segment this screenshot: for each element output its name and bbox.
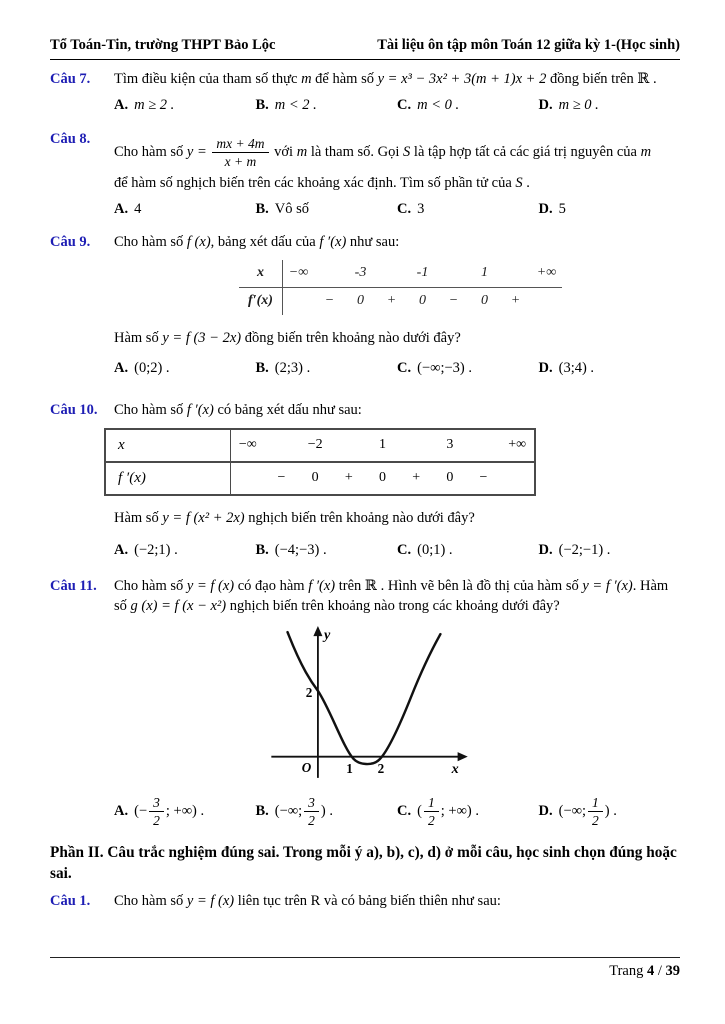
option-value: (−∞; bbox=[274, 803, 303, 820]
option-7d bbox=[539, 96, 681, 116]
fraction-denominator: x + m bbox=[224, 154, 257, 170]
part2-question-1-text: Cho hàm số bbox=[114, 893, 187, 910]
question-8-label: Câu 8. bbox=[50, 130, 91, 147]
var-s: S bbox=[403, 143, 411, 160]
fx-symbol: y = f (x) bbox=[186, 893, 235, 910]
option-value: 5 bbox=[558, 201, 566, 218]
option-9d bbox=[539, 359, 681, 379]
fraction-denominator: 2 bbox=[427, 813, 435, 829]
question-9-text2: , bảng xét dấu của bbox=[210, 233, 320, 250]
option-letter: A. bbox=[114, 359, 129, 376]
part2-question-1-label: Câu 1. bbox=[50, 893, 91, 910]
option-letter: B. bbox=[255, 541, 269, 558]
fraction-denominator: 2 bbox=[153, 813, 160, 829]
option-9b bbox=[256, 359, 398, 379]
spacer bbox=[50, 791, 114, 829]
option-letter: A. bbox=[114, 541, 129, 558]
option-8d bbox=[539, 200, 681, 220]
question-8-text2: với bbox=[274, 143, 297, 160]
footer-label: Trang bbox=[609, 963, 647, 979]
var-m: m bbox=[640, 143, 652, 160]
fprime-graph-svg bbox=[258, 622, 473, 784]
option-value: ( bbox=[417, 803, 422, 820]
sign-table-cell: 1 bbox=[469, 260, 500, 288]
var-s: S bbox=[515, 174, 523, 191]
option-value: m < 2 . bbox=[274, 97, 317, 114]
question-10-text4: nghịch biến trên khoảng nào dưới đây? bbox=[244, 510, 475, 527]
option-letter: C. bbox=[397, 97, 412, 114]
question-9-text4: Hàm số bbox=[114, 330, 163, 347]
question-7-text: Tìm điều kiện của tham số thực bbox=[114, 70, 302, 87]
sign-table-cell: − bbox=[324, 293, 335, 309]
question-10-subquestion bbox=[114, 509, 680, 529]
option-value: ) . bbox=[604, 803, 617, 820]
fraction-numerator: 3 bbox=[304, 795, 319, 813]
y-axis-label: y bbox=[323, 627, 330, 644]
option-8b bbox=[256, 200, 398, 220]
question-10-text2: có bảng xét dấu như sau: bbox=[213, 401, 362, 418]
page-header bbox=[50, 36, 680, 60]
question-7-label: Câu 7. bbox=[50, 70, 91, 87]
question-10-label: Câu 10. bbox=[50, 401, 98, 418]
question-11-text5: nghịch biến trên khoảng nào trong các khoảng dưới đây? bbox=[226, 597, 560, 614]
option-value: (−2;1) . bbox=[134, 541, 178, 558]
question-11-label: Câu 11. bbox=[50, 578, 97, 595]
option-8a bbox=[114, 200, 256, 220]
option-value: (3;4) . bbox=[558, 359, 595, 376]
option-7b bbox=[256, 96, 398, 116]
sign-table-cell bbox=[500, 260, 531, 288]
sign-table-cell: + bbox=[510, 293, 521, 309]
option-value: ; +∞) . bbox=[440, 803, 479, 820]
option-letter: B. bbox=[255, 359, 269, 376]
sign-table-cell bbox=[314, 260, 345, 288]
option-11b bbox=[256, 795, 398, 829]
x-tick-2: 2 bbox=[377, 761, 384, 777]
option-11c bbox=[397, 795, 539, 829]
question-9-subquestion bbox=[114, 329, 680, 349]
option-value: (−∞; bbox=[558, 803, 586, 820]
fx-symbol: f (x) bbox=[186, 233, 211, 250]
var-m: m bbox=[296, 143, 308, 160]
origin-label: O bbox=[301, 760, 311, 776]
sign-table-cell bbox=[283, 288, 314, 315]
option-value: 3 bbox=[417, 201, 425, 218]
header-doc-title: Tài liệu ôn tập môn Toán 12 giữa kỳ 1-(Học sinh) bbox=[377, 37, 680, 53]
question-9-sign-table bbox=[239, 260, 680, 315]
option-value: 4 bbox=[134, 201, 142, 218]
sign-table-cell: 0 bbox=[357, 293, 364, 309]
x-axis-arrow-icon bbox=[457, 752, 467, 761]
question-8-eq-lhs: y = bbox=[186, 143, 207, 160]
option-letter: B. bbox=[255, 201, 269, 218]
x-axis-label: x bbox=[451, 761, 459, 778]
sign-table-cell: − bbox=[479, 470, 488, 486]
option-value: (−2;−1) . bbox=[558, 541, 611, 558]
var-m: m bbox=[301, 70, 312, 87]
sign-table-cell: +∞ bbox=[531, 260, 562, 288]
option-value: ; +∞) . bbox=[165, 803, 205, 820]
sign-table-cell: −∞ bbox=[238, 437, 257, 453]
sign-table-cell bbox=[265, 430, 299, 461]
footer-total-pages: 39 bbox=[665, 963, 680, 979]
option-value: (2;3) . bbox=[274, 359, 311, 376]
sign-table-cell: 0 bbox=[378, 470, 386, 486]
sign-table-cell: 0 bbox=[446, 470, 454, 486]
option-9a bbox=[114, 359, 256, 379]
option-value: (−4;−3) . bbox=[274, 541, 327, 558]
question-10-text: Cho hàm số bbox=[114, 401, 187, 418]
question-9 bbox=[50, 233, 680, 379]
sign-table-f-label: f ′(x) bbox=[106, 463, 231, 494]
x-tick-1: 1 bbox=[345, 761, 353, 777]
option-9c bbox=[397, 359, 539, 379]
sign-table-x-label: x bbox=[239, 260, 283, 288]
option-11a bbox=[114, 795, 256, 829]
part2-question-1-text2: liên tục trên R và có bảng biến thiên như sau: bbox=[234, 893, 501, 910]
question-8-options bbox=[114, 200, 680, 220]
question-11-text3: trên ℝ . Hình vẽ bên là đồ thị của hàm số bbox=[335, 578, 583, 595]
y-axis-arrow-icon bbox=[313, 626, 322, 636]
question-8-text3: là tham số. Gọi bbox=[307, 143, 404, 160]
sign-table-cell: + bbox=[386, 293, 397, 309]
footer-page-number: 4 bbox=[646, 963, 655, 979]
question-11-text: Cho hàm số bbox=[114, 578, 187, 595]
option-value: ) . bbox=[320, 803, 334, 820]
fraction-numerator: mx + 4m bbox=[212, 136, 268, 154]
option-value: m < 0 . bbox=[417, 97, 460, 114]
fraction-denominator: 2 bbox=[308, 813, 315, 829]
question-9-text: Cho hàm số bbox=[114, 233, 187, 250]
option-fraction bbox=[424, 795, 439, 829]
question-10-text3: Hàm số bbox=[114, 510, 163, 527]
option-fraction bbox=[588, 795, 603, 829]
question-7 bbox=[50, 70, 680, 116]
question-9-text5: đồng biến trên khoảng nào dưới đây? bbox=[241, 330, 461, 347]
sign-table-cell: − bbox=[277, 470, 286, 486]
option-value: m ≥ 0 . bbox=[558, 97, 599, 114]
question-9-text3: như sau: bbox=[346, 233, 400, 250]
sign-table-cell bbox=[531, 288, 562, 315]
y-tick-2: 2 bbox=[305, 685, 312, 701]
sign-table-cell: − bbox=[448, 293, 459, 309]
question-7-options bbox=[114, 96, 680, 116]
option-10d bbox=[539, 541, 681, 561]
option-value: (0;1) . bbox=[417, 541, 453, 558]
option-fraction bbox=[149, 795, 164, 829]
question-11-text4: . Hàm số bbox=[114, 578, 669, 614]
option-value: (−∞;−3) . bbox=[417, 359, 472, 376]
fraction-numerator: 3 bbox=[149, 795, 164, 813]
footer-separator: / bbox=[654, 963, 666, 979]
sign-table-cell bbox=[376, 260, 407, 288]
option-letter: C. bbox=[397, 359, 412, 376]
part2-heading: Phần II. Câu trắc nghiệm đúng sai. Trong mỗi ý a), b), c), d) ở mỗi câu, học sinh chọn đúng hoặc sai. bbox=[50, 843, 677, 882]
question-8-text: Cho hàm số bbox=[114, 143, 187, 160]
option-letter: C. bbox=[397, 803, 412, 820]
sign-table-cell: -1 bbox=[407, 260, 438, 288]
question-11-text2: có đạo hàm bbox=[234, 578, 309, 595]
question-8-text6: . bbox=[522, 174, 530, 191]
question-11-options bbox=[114, 795, 680, 829]
sign-table-cell bbox=[500, 463, 534, 494]
question-8-text4: là tập hợp tất cả các giá trị nguyên của bbox=[410, 143, 641, 160]
option-letter: A. bbox=[114, 201, 129, 218]
option-value: m ≥ 2 . bbox=[134, 97, 175, 114]
question-10 bbox=[50, 401, 680, 561]
question-10-formula: y = f (x² + 2x) bbox=[162, 510, 245, 527]
fprime-symbol: f ′(x) bbox=[186, 401, 214, 418]
option-letter: C. bbox=[397, 201, 412, 218]
question-9-formula: y = f (3 − 2x) bbox=[162, 330, 242, 347]
option-7c bbox=[397, 96, 539, 116]
fprime-graph-figure bbox=[258, 622, 473, 791]
question-10-options bbox=[114, 541, 680, 561]
question-8-line2 bbox=[114, 174, 680, 194]
question-7-formula: y = x³ − 3x² + 3(m + 1)x + 2 bbox=[377, 70, 547, 87]
question-8-text5: để hàm số nghịch biến trên các khoảng xác định. Tìm số phần tử của bbox=[114, 174, 516, 191]
option-10a bbox=[114, 541, 256, 561]
sign-table-cell bbox=[231, 463, 265, 494]
option-letter: B. bbox=[255, 803, 269, 820]
page-footer bbox=[50, 957, 680, 982]
option-letter: D. bbox=[538, 201, 553, 218]
sign-table-cell bbox=[399, 430, 433, 461]
part2-question-1 bbox=[50, 892, 680, 912]
question-10-sign-table bbox=[104, 428, 536, 496]
option-8c bbox=[397, 200, 539, 220]
option-letter: A. bbox=[114, 803, 129, 820]
fprime-symbol: f ′(x) bbox=[319, 233, 347, 250]
sign-table-cell: 0 bbox=[419, 293, 426, 309]
sign-table-cell: 0 bbox=[481, 293, 488, 309]
sign-table-cell bbox=[467, 430, 501, 461]
question-8-fraction bbox=[212, 136, 268, 170]
gx-symbol: g (x) = f (x − x²) bbox=[130, 597, 227, 614]
sign-table-cell: + bbox=[344, 470, 353, 486]
header-school: Tổ Toán-Tin, trường THPT Bảo Lộc bbox=[50, 37, 276, 53]
sign-table-cell bbox=[332, 430, 366, 461]
sign-table-x-label: x bbox=[106, 430, 231, 461]
option-letter: D. bbox=[538, 359, 553, 376]
fprime-graph-symbol: y = f ′(x) bbox=[582, 578, 633, 595]
sign-table-cell: −∞ bbox=[283, 260, 314, 288]
question-7-text3: đồng biến trên ℝ . bbox=[546, 70, 657, 87]
option-letter: D. bbox=[538, 803, 553, 820]
sign-table-f-label: f′(x) bbox=[239, 288, 283, 315]
sign-table-cell bbox=[438, 260, 469, 288]
sign-table-cell: + bbox=[412, 470, 421, 486]
option-value: (− bbox=[134, 803, 148, 820]
fx-symbol: y = f (x) bbox=[186, 578, 235, 595]
fraction-denominator: 2 bbox=[591, 813, 599, 829]
option-letter: D. bbox=[538, 97, 553, 114]
option-letter: A. bbox=[114, 97, 129, 114]
fraction-numerator: 1 bbox=[588, 795, 603, 813]
sign-table-cell: 3 bbox=[446, 437, 454, 453]
option-letter: D. bbox=[538, 541, 553, 558]
sign-table-cell: -3 bbox=[345, 260, 376, 288]
question-9-options bbox=[114, 359, 680, 379]
option-fraction bbox=[304, 795, 319, 829]
option-value: Vô số bbox=[274, 201, 310, 218]
fprime-symbol: f ′(x) bbox=[308, 578, 336, 595]
question-7-text2: để hàm số bbox=[311, 70, 378, 87]
question-9-label: Câu 9. bbox=[50, 233, 91, 250]
question-8-line1 bbox=[114, 136, 680, 170]
option-10b bbox=[256, 541, 398, 561]
sign-table-cell: −2 bbox=[307, 437, 323, 453]
option-11d bbox=[539, 795, 681, 829]
option-letter: C. bbox=[397, 541, 412, 558]
option-value: (0;2) . bbox=[134, 359, 170, 376]
fraction-numerator: 1 bbox=[424, 795, 439, 813]
option-10c bbox=[397, 541, 539, 561]
question-11 bbox=[50, 577, 680, 829]
option-7a bbox=[114, 96, 256, 116]
question-8 bbox=[50, 130, 680, 220]
sign-table-cell: 1 bbox=[378, 437, 386, 453]
sign-table-cell: 0 bbox=[311, 470, 319, 486]
sign-table-cell: +∞ bbox=[508, 437, 527, 453]
option-letter: B. bbox=[255, 97, 269, 114]
